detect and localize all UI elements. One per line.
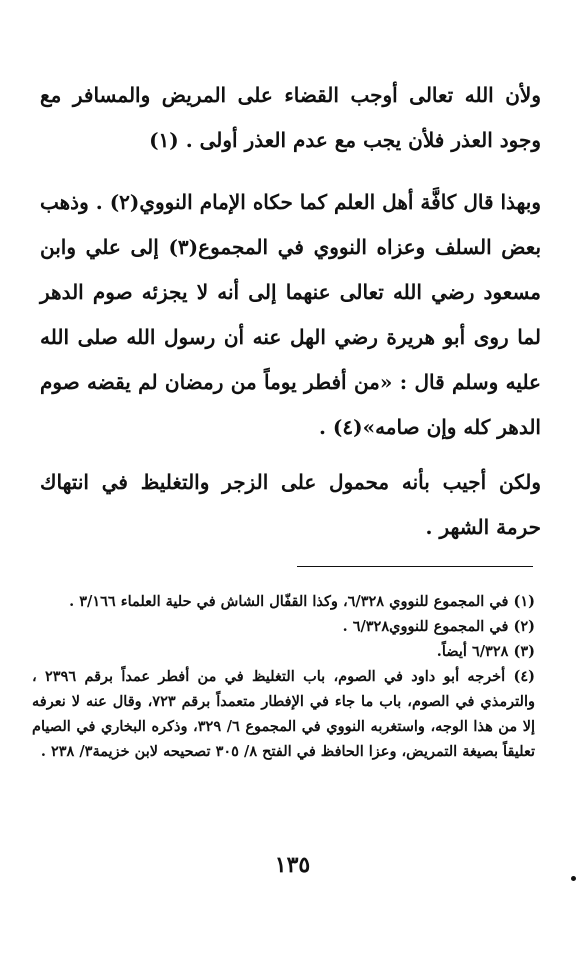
footnote-divider: [297, 566, 533, 567]
paragraph-text: ولأن الله تعالى أوجب القضاء على المريض والمسافر مع وجود العذر فلأن يجب مع عدم العذر أولى . (١): [40, 83, 541, 152]
footnote-3: (٣) ٦/٣٢٨ أيضاً.: [436, 643, 535, 660]
page-number: ١٣٥: [274, 852, 311, 878]
body-paragraph-2: [40, 180, 541, 450]
footnote-2: (٢) في المجموع للنووي٦/٣٢٨ .: [342, 618, 535, 635]
paragraph-text: ولكن أجيب بأنه محمول على الزجر والتغليظ في انتهاك حرمة الشهر .: [40, 470, 541, 539]
edge-dot-mark: [571, 876, 576, 881]
body-paragraph-1: [40, 73, 541, 163]
footnote-4: (٤) أخرجه أبو داود في الصوم، باب التغليظ في من أفطر عمداً برقم ٢٣٩٦ ، والترمذي في الصوم، باب ما جاء في الإفطار متعمداً برقم ٧٢٣، وقال عنه لا نعرفه إلا من هذا الوجه، واستغربه النووي في المجموع ٦/ ٣٢٩، وذكره البخاري في الصيام تعليقاً بصيغة التمريض، وعزا الحافظ في الفتح ٨/ ٣٠٥ تصحيحه لابن خزيمة٣/ ٢٣٨ .: [32, 668, 535, 760]
body-paragraph-3: [40, 460, 541, 550]
paragraph-text: وبهذا قال كافَّة أهل العلم كما حكاه الإمام النووي(٢) . وذهب بعض السلف وعزاه النووي في المجموع(٣) إلى علي وابن مسعود رضي الله تعالى عنهما إلى أنه لا يجزئه صوم الدهر لما روى أبو هريرة رضي الهل عنه أن رسول الله صلى الله عليه وسلم قال : «من أفطر يوماً من رمضان لم يقضه صوم الدهر كله وإن صامه»(٤) .: [40, 190, 542, 439]
footnotes: [32, 589, 535, 764]
footnote-1: (١) في المجموع للنووي ٦/٣٢٨، وكذا القفّال الشاش في حلية العلماء ٣/١٦٦ .: [69, 593, 535, 610]
